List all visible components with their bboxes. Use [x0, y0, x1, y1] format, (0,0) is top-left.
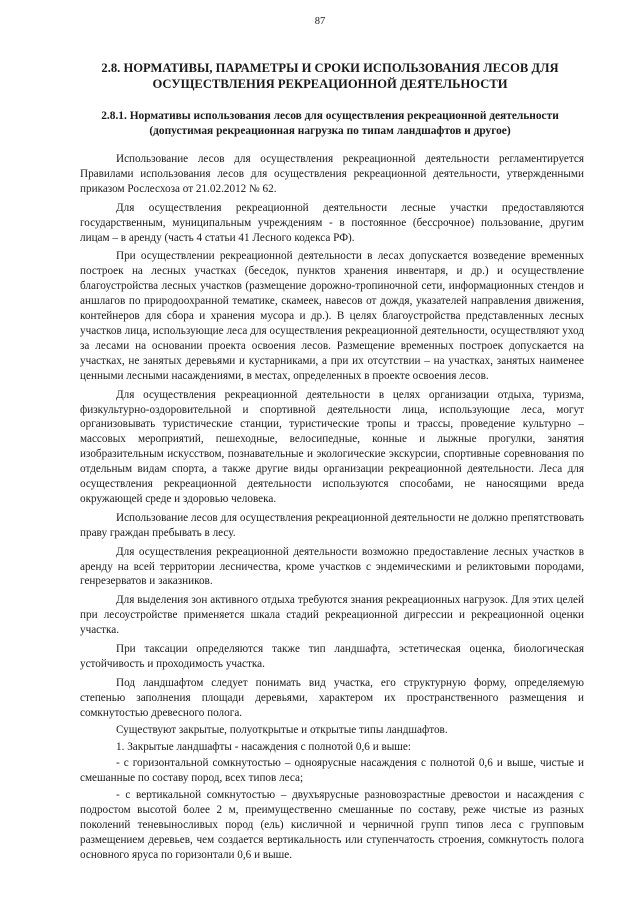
paragraph-temporary-buildings: При осуществлении рекреационной деятельности в лесах допускается возведение временных построек на лесных участках (беседок, пунктов хранения инвентаря, и др.) и осуществление благоустройства лесных участков (размещение дорожно-тропиночной сети, информационных стендов и аншлагов по природоохранной тематике, скамеек, навесов от дождя, указателей направления движения, контейнеров для сбора и хранения мусора и др.). В целях благоустройства представленных лесных участков лица, использующие леса для осуществления рекреационной деятельности, осуществляют уход за лесами на основании проекта освоения лесов. Размещение временных построек допускается на участках, не занятых деревьями и кустарниками, а при их отсутствии – на участках, занятых наименее ценными лесными насаждениями, в местах, определенных в проекте освоения лесов. [80, 250, 584, 382]
paragraph-provision: Для осуществления рекреационной деятельности лесные участки предоставляются государственным, муниципальным учреждениям - в постоянное (бессрочное) пользование, другим лицам – в аренду (часть 4 статьи 41 Лесного кодекса РФ). [80, 201, 584, 244]
paragraph-recreation-activities: Для осуществления рекреационной деятельности в целях организации отдыха, туризма, физкультурно-оздоровительной и спортивной деятельности лица, использующие леса, могут организовывать туристические станции, туристические тропы и трассы, проведение культурно – массовых мероприятий, пешеходные, велосипедные, конные и лыжные прогулки, занятия изобразительным искусством, познавательные и экологические экскурсии, спортивные соревнования по отдельным видам спорта, а также другие виды организации рекреационной деятельности. Леса для осуществления рекреационной деятельности используются способами, не наносящими вреда окружающей среде и здоровью человека. [80, 388, 584, 505]
subsection-title-line-2: (допустимая рекреационная нагрузка по типам ландшафтов и другое) [149, 125, 511, 137]
paragraph-landscape-types: Существуют закрытые, полуоткрытые и открытые типы ландшафтов. [116, 723, 448, 736]
section-title [90, 60, 570, 92]
paragraph-landscape-definition: Под ландшафтом следует понимать вид участка, его структурную форму, определяемую степенью заполнения площади деревьями, характером их пространственного размещения и сомкнутостью древесного полога. [80, 676, 584, 719]
paragraph-recreation-loads: Для выделения зон активного отдыха требуются знания рекреационных нагрузок. Для этих целей при лесоустройстве применяется шкала стадий рекреационной дигрессии и рекреационной оценки участка. [80, 594, 584, 637]
paragraph-citizens-rights: Использование лесов для осуществления рекреационной деятельности не должно препятствовать праву граждан пребывать в лесу. [80, 511, 584, 539]
paragraph-closed-landscapes: 1. Закрытые ландшафты - насаждения с полнотой 0,6 и выше: [116, 740, 411, 753]
subsection-title [66, 109, 594, 139]
section-title-line-2: ОСУЩЕСТВЛЕНИЯ РЕКРЕАЦИОННОЙ ДЕЯТЕЛЬНОСТИ [152, 77, 508, 91]
paragraph-regulation: Использование лесов для осуществления рекреационной деятельности регламентируется Правилами использования лесов для осуществления рекреационной деятельности, утвержденными приказом Рослесхоза от 21.02.2012 № 62. [80, 153, 584, 195]
paragraph-lease: Для осуществления рекреационной деятельности возможно предоставление лесных участков в аренду на всей территории лесничества, кроме участков с эндемическими и реликтовыми породами, генрезерватов и заказников. [80, 545, 584, 588]
paragraph-taxation: При таксации определяются также тип ландшафта, эстетическая оценка, биологическая устойчивость и проходимость участка. [80, 643, 584, 670]
paragraph-horizontal-closure: - с горизонтальной сомкнутостью – одноярусные насаждения с полнотой 0,6 и выше, чистые и смешанные по составу пород, всех типов леса; [80, 757, 584, 785]
section-title-line-1: 2.8. НОРМАТИВЫ, ПАРАМЕТРЫ И СРОКИ ИСПОЛЬЗОВАНИЯ ЛЕСОВ ДЛЯ [101, 61, 559, 75]
subsection-title-line-1: 2.8.1. Нормативы использования лесов для осуществления рекреационной деятельности [101, 110, 559, 122]
page-number: 87 [314, 16, 326, 27]
paragraph-vertical-closure: - с вертикальной сомкнутостью – двухъярусные разновозрастные древостои и насаждения с подростом высотой более 2 м, преимущественно смешанные по составу, реже чистые из разных поколений теневыносливых пород (ель) кисличной и черничной групп типов леса с групповым размещением деревьев, чем создается вертикальность или ступенчатость строения, сомкнутость полога основного яруса по горизонтали 0,6 и выше. [80, 789, 584, 861]
body-text [80, 152, 584, 865]
